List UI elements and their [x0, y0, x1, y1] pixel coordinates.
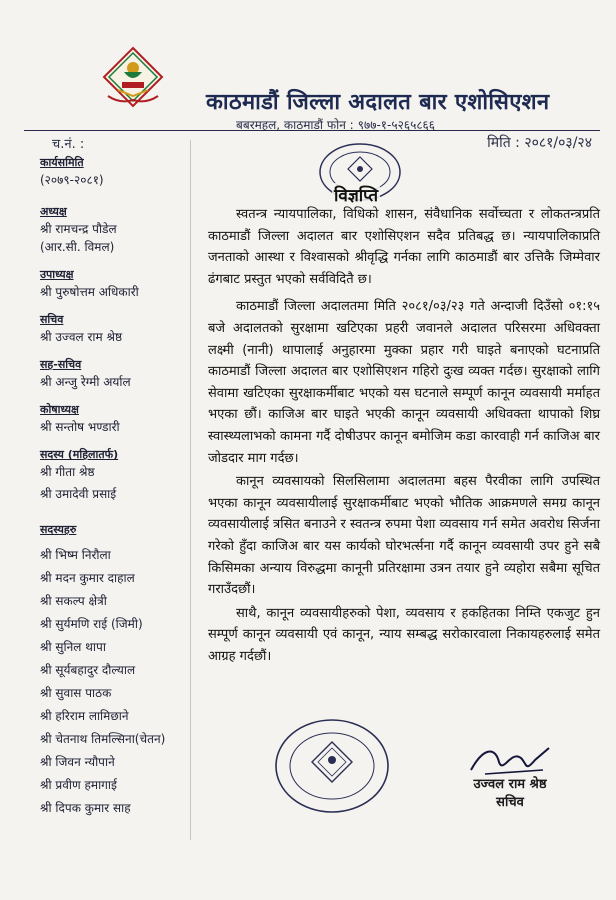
role-label: सदस्य (महिलातर्फ): [40, 448, 119, 461]
sidebar-divider: [190, 140, 191, 840]
committee-title: कार्यसमिति: [40, 156, 84, 169]
body-paragraph: कानून व्यवसायको सिलसिलामा अदालतमा बहस पैरवीका लागि उपस्थित भएका कानून व्यवसायीलाई सुरक्षाकर्मीबाट भएको भौतिक आक्रमणले समग्र कानून व्यवसायीलाई त्रसित बनाउने र स्वतन्त्र रुपमा पेशा व्यवसाय गर्न समेत अवरोध सिर्जना गरेको हुँदा काजिअ बार यस कार्यको घोरभर्त्सना गर्दै कानून व्यवसायी उपर हुने सबै किसिमका अन्याय विरुद्धमा कानूनी प्रतिरक्षामा उत्रन तयार हुने व्यहोरा सबैमा सूचित गराउँदछौं।: [208, 474, 600, 598]
officer-name: श्री रामचन्द्र पौडेल: [40, 222, 117, 236]
member-name: श्री भिष्म निरौला: [40, 548, 111, 562]
notice-date: मिति : २०८१/०३/२४: [487, 135, 592, 151]
reference-number: च.नं. :: [52, 137, 85, 152]
member-name: श्री मदन कुमार दाहाल: [40, 571, 135, 585]
officer-name: श्री गीता श्रेष्ठ: [40, 465, 95, 479]
member-name: श्री सुर्यमणि राई (जिमी): [40, 617, 143, 631]
member-name: श्री सकल्प क्षेत्री: [40, 594, 107, 608]
member-name: श्री सुवास पाठक: [40, 686, 112, 700]
address-text: बबरमहल, काठमाडौं फोन :: [236, 118, 354, 132]
member-name: श्री हरिराम लामिछाने: [40, 709, 129, 723]
signature-block: [450, 740, 570, 810]
officer-name: श्री पुरुषोत्तम अधिकारी: [40, 285, 139, 299]
signatory-name: उज्वल राम श्रेष्ठ: [473, 777, 547, 792]
member-name: श्री जिवन न्यौपाने: [40, 755, 115, 769]
signatory-title: सचिव: [496, 795, 524, 810]
notice-title: विज्ञप्ति: [332, 183, 380, 206]
members-title: सदस्यहरु: [40, 523, 77, 536]
body-paragraph: स्वतन्त्र न्यायपालिका, विधिको शासन, संवैधानिक सर्वोच्चता र लोकतन्त्रप्रति काठमाडौं जिल्ला अदालत बार एशोसिएशन सदैव प्रतिबद्ध छ। न्यायपालिकाप्रति जनताको आस्था र विश्वासको श्रीवृद्धि गर्नका लागि काठमाडौं बार उत्तिकै जिम्मेवार ढंगबाट प्रस्तुत भएको सर्वविदितै छ।: [208, 207, 600, 287]
officer-name: श्री सन्तोष भण्डारी: [40, 420, 120, 434]
executive-committee-sidebar: [40, 154, 182, 820]
member-name: श्री चेतनाथ तिमल्सिना(चेतन): [40, 732, 166, 746]
body-paragraph: काठमाडौं जिल्ला अदालतमा मिति २०८१/०३/२३ गते अन्दाजी दिउँसो ०१:१५ बजे अदालतको सुरक्षामा खटिएका प्रहरी जवानले अदालत परिसरमा अधिवक्ता लक्ष्मी (नानी) थापालाई अनुहारमा मुक्का प्रहार गरी घाइते बनाएको घटनाप्रति काठमाडौं जिल्ला अदालत बार एशोसिएशन गहिरो दुःख व्यक्त गर्दछ। सुरक्षाको लागि सेवामा खटिएका सुरक्षाकर्मीबाट भएको यस घटनाले सम्पूर्ण कानून व्यवसायी मर्माहत भएका छौं। काजिअ बार घाइते भएकी कानून व्यवसायी अधिवक्ता थापाको शिघ्र स्वास्थ्यलाभको कामना गर्दै दोषीउपर कानून बमोजिम कडा कारवाही गर्न काजिअ बार जोडदार माग गर्दछ।: [208, 299, 600, 466]
member-name: श्री सुनिल थापा: [40, 640, 106, 654]
committee-term: (२०७९-२०८१): [40, 173, 104, 187]
role-label: उपाध्यक्ष: [40, 268, 74, 281]
role-label: सह-सचिव: [40, 358, 82, 371]
member-name: श्री सूर्यबहादुर दौल्याल: [40, 663, 136, 677]
officer-name: श्री उज्वल राम श्रेष्ठ: [40, 330, 123, 344]
body-paragraph: साथै, कानून व्यवसायीहरुको पेशा, व्यवसाय र हकहितका निम्ति एकजुट हुन सम्पूर्ण कानून व्यवसायी एवं कानून, न्याय सम्बद्ध सरोकारवाला निकायहरुलाई समेत आग्रह गर्दछौं।: [208, 605, 600, 664]
organization-name: काठमाडौं जिल्ला अदालत बार एशोसिएशन: [206, 90, 550, 115]
role-label: कोषाध्यक्ष: [40, 403, 79, 416]
notice-body: [208, 204, 600, 667]
header-divider: [24, 130, 600, 131]
member-name: श्री प्रवीण हमागाई: [40, 778, 117, 792]
officer-name: श्री अन्जु रेग्मी अर्याल: [40, 375, 131, 389]
association-seal-bottom: [272, 716, 392, 816]
officer-name: श्री उमादेवी प्रसाई: [40, 487, 117, 501]
phone-number: ९७७-१-५२६५८६६: [357, 118, 436, 132]
officer-alias: (आर.सी. विमल): [40, 240, 115, 254]
member-name: श्री दिपक कुमार साह: [40, 801, 131, 815]
bar-association-logo: [100, 44, 166, 110]
role-label: सचिव: [40, 313, 64, 326]
role-label: अध्यक्ष: [40, 205, 67, 218]
